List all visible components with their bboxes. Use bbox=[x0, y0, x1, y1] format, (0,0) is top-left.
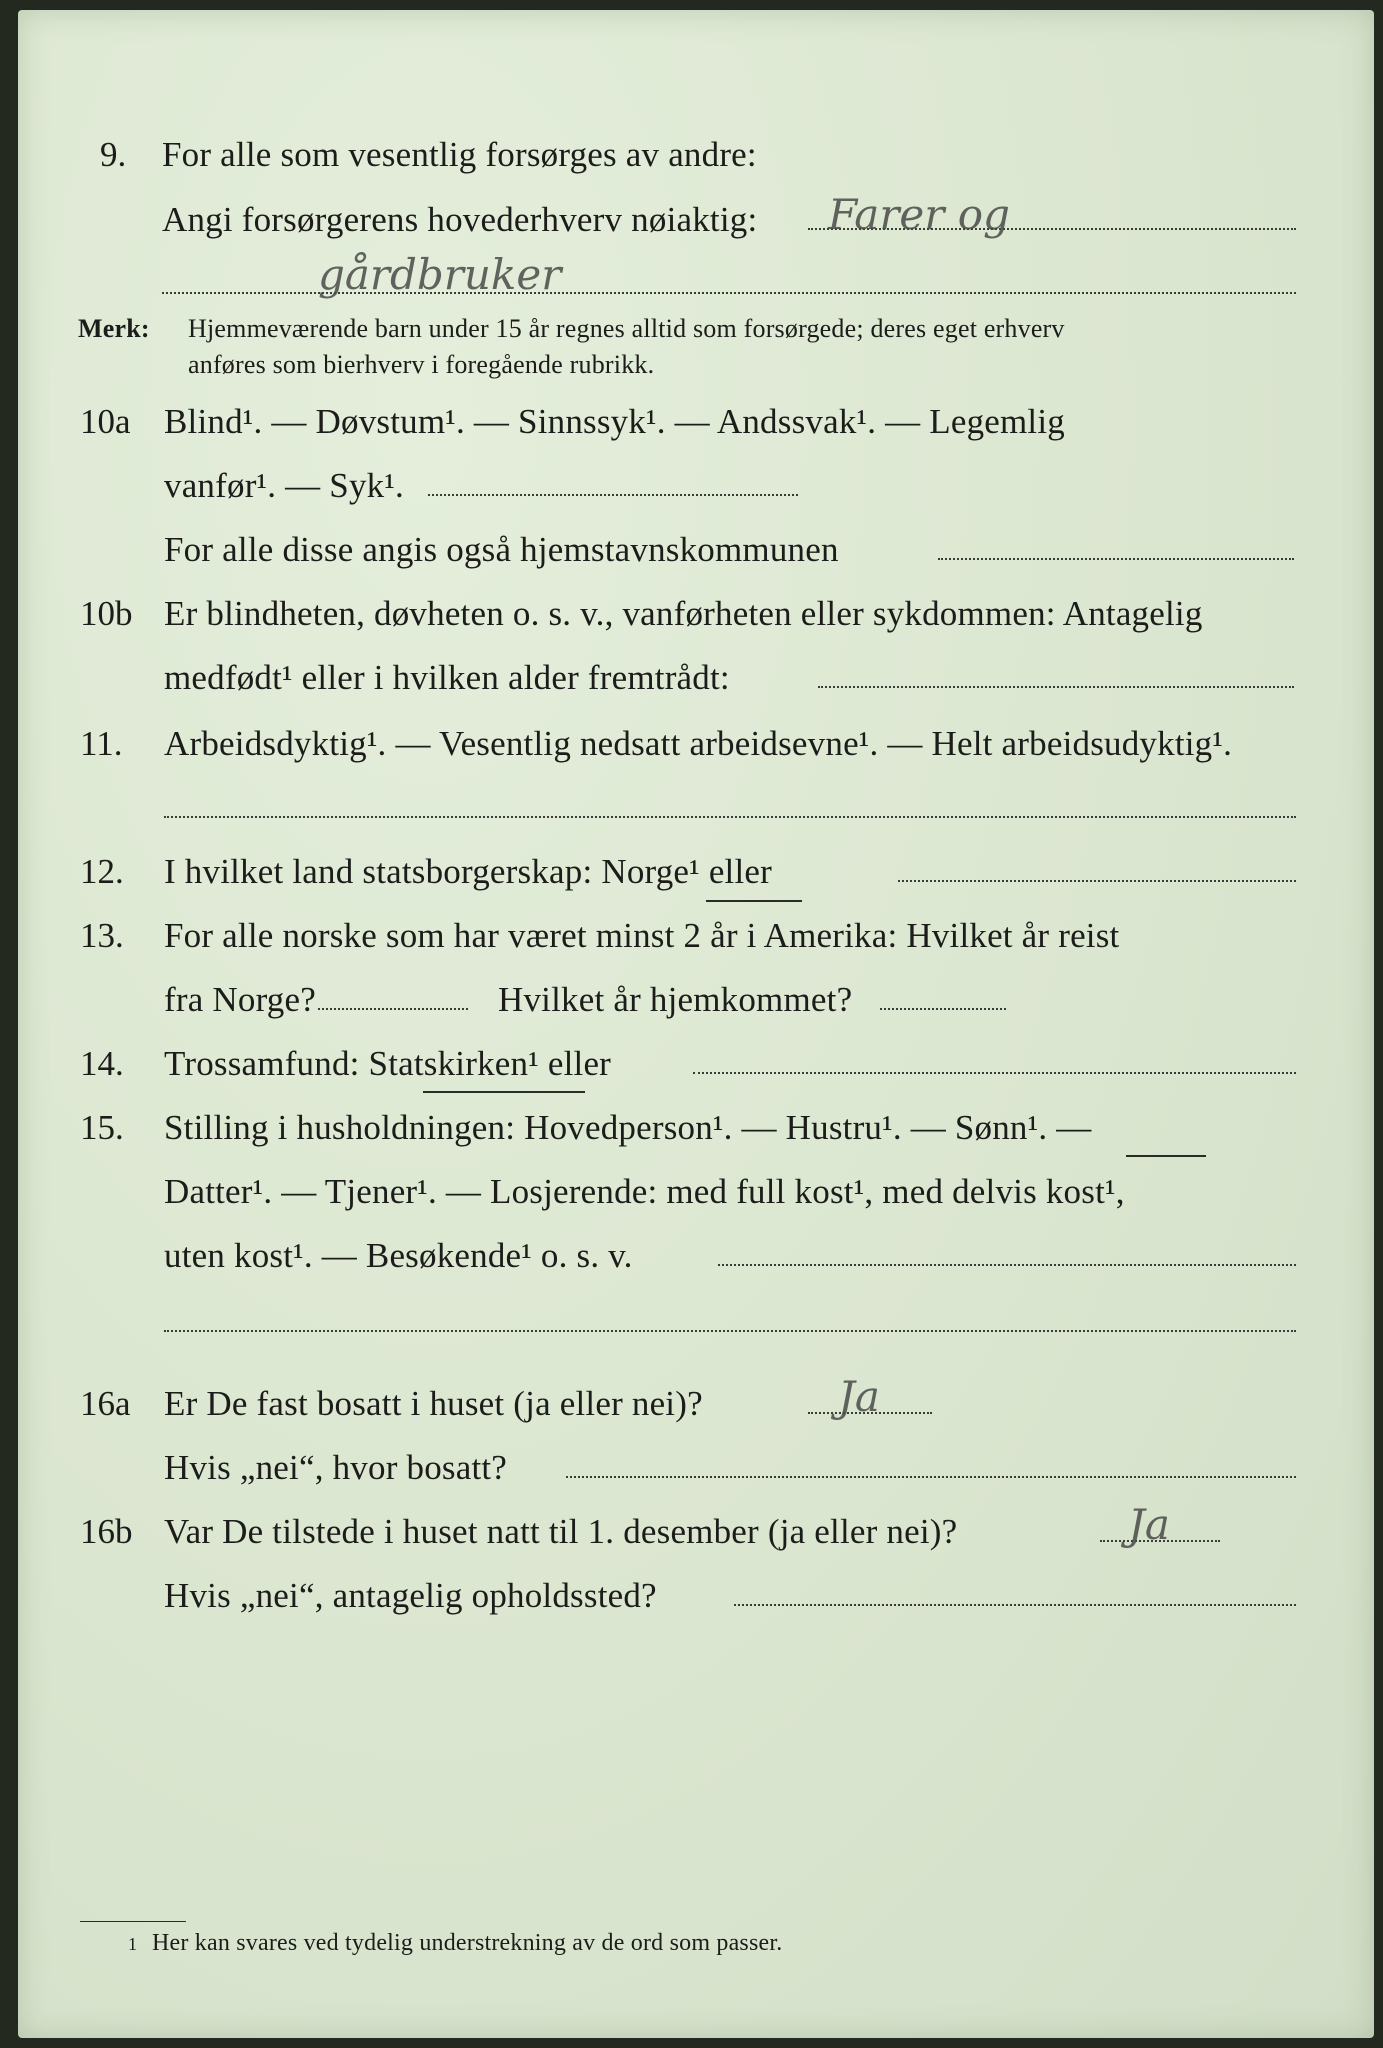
q15-answer-line1[interactable] bbox=[718, 1264, 1296, 1266]
q11-number: 11. bbox=[80, 724, 123, 763]
q10a-kommune-line[interactable] bbox=[938, 558, 1294, 560]
q16b-number: 16b bbox=[80, 1512, 133, 1551]
q11-answer-line[interactable] bbox=[164, 816, 1296, 818]
q9-handwritten-answer2: gårdbruker bbox=[318, 250, 562, 299]
q13-hjemkommet-line[interactable] bbox=[880, 1008, 1006, 1010]
q10b-answer-line[interactable] bbox=[818, 686, 1294, 688]
q12-line1: I hvilket land statsborgerskap: Norge¹ eller bbox=[164, 852, 772, 891]
census-form-page bbox=[18, 10, 1374, 2038]
q13-line2a: fra Norge? bbox=[164, 980, 316, 1019]
q10b-line1: Er blindheten, døvheten o. s. v., vanførheten eller sykdommen: Antagelig bbox=[164, 594, 1203, 633]
q9-question-line2: Angi forsørgerens hovederhverv nøiaktig: bbox=[162, 200, 758, 239]
q15-number: 15. bbox=[80, 1108, 124, 1147]
q13-line2b: Hvilket år hjemkommet? bbox=[498, 980, 853, 1019]
q16b-line2: Hvis „nei“, antagelig opholdssted? bbox=[164, 1576, 657, 1615]
q15-sonn-underline bbox=[1126, 1155, 1206, 1157]
merk-label: Merk: bbox=[78, 314, 150, 343]
q13-reist-line[interactable] bbox=[318, 1008, 468, 1010]
q12-number: 12. bbox=[80, 852, 124, 891]
q13-number: 13. bbox=[80, 916, 124, 955]
q10b-number: 10b bbox=[80, 594, 133, 633]
q14-number: 14. bbox=[80, 1044, 124, 1083]
q13-line1: For alle norske som har været minst 2 år i Amerika: Hvilket år reist bbox=[164, 916, 1120, 955]
q16a-handwritten-answer: Ja bbox=[838, 1372, 880, 1421]
q12-norge-underline bbox=[706, 900, 802, 902]
q16b-line1: Var De tilstede i huset natt til 1. desember (ja eller nei)? bbox=[164, 1512, 958, 1551]
q10a-number: 10a bbox=[80, 402, 131, 441]
q9-number: 9. bbox=[100, 135, 127, 174]
q16a-bosatt-line[interactable] bbox=[566, 1476, 1296, 1478]
q16b-opholdssted-line[interactable] bbox=[734, 1604, 1296, 1606]
q14-statskirken-underline bbox=[423, 1091, 585, 1093]
q10a-line3: For alle disse angis også hjemstavnskommunen bbox=[164, 530, 839, 569]
q15-line1: Stilling i husholdningen: Hovedperson¹. — Hustru¹. — Sønn¹. — bbox=[164, 1108, 1092, 1147]
merk-line2: anføres som bierhverv i foregående rubrikk. bbox=[188, 350, 655, 379]
merk-line1: Hjemmeværende barn under 15 år regnes alltid som forsørgede; deres eget erhverv bbox=[188, 314, 1065, 343]
q16a-line2: Hvis „nei“, hvor bosatt? bbox=[164, 1448, 508, 1487]
q10b-line2: medfødt¹ eller i hvilken alder fremtrådt: bbox=[164, 658, 730, 697]
footnote-text: Her kan svares ved tydelig understrekning av de ord som passer. bbox=[152, 1930, 783, 1956]
q11-line1: Arbeidsdyktig¹. — Vesentlig nedsatt arbeidsevne¹. — Helt arbeidsudyktig¹. bbox=[164, 724, 1233, 763]
q15-line2: Datter¹. — Tjener¹. — Losjerende: med full kost¹, med delvis kost¹, bbox=[164, 1172, 1125, 1211]
footnote-mark: 1 bbox=[128, 1934, 138, 1954]
q14-line1: Trossamfund: Statskirken¹ eller bbox=[164, 1044, 612, 1083]
q12-answer-line[interactable] bbox=[898, 880, 1296, 882]
q15-answer-line2[interactable] bbox=[164, 1330, 1296, 1332]
q9-question-line1: For alle som vesentlig forsørges av andre: bbox=[162, 135, 757, 174]
q9-handwritten-answer1: Farer og bbox=[828, 190, 1010, 239]
q15-line3: uten kost¹. — Besøkende¹ o. s. v. bbox=[164, 1236, 633, 1275]
q16b-handwritten-answer: Ja bbox=[1128, 1500, 1170, 1549]
q10a-line2: vanfør¹. — Syk¹. bbox=[164, 466, 404, 505]
q14-answer-line[interactable] bbox=[693, 1072, 1296, 1074]
q16a-number: 16a bbox=[80, 1384, 131, 1423]
q10a-line1: Blind¹. — Døvstum¹. — Sinnssyk¹. — Andssvak¹. — Legemlig bbox=[164, 402, 1065, 441]
q16a-line1: Er De fast bosatt i huset (ja eller nei)? bbox=[164, 1384, 703, 1423]
q10a-syk-line[interactable] bbox=[428, 494, 798, 496]
footnote-rule bbox=[80, 1921, 186, 1922]
